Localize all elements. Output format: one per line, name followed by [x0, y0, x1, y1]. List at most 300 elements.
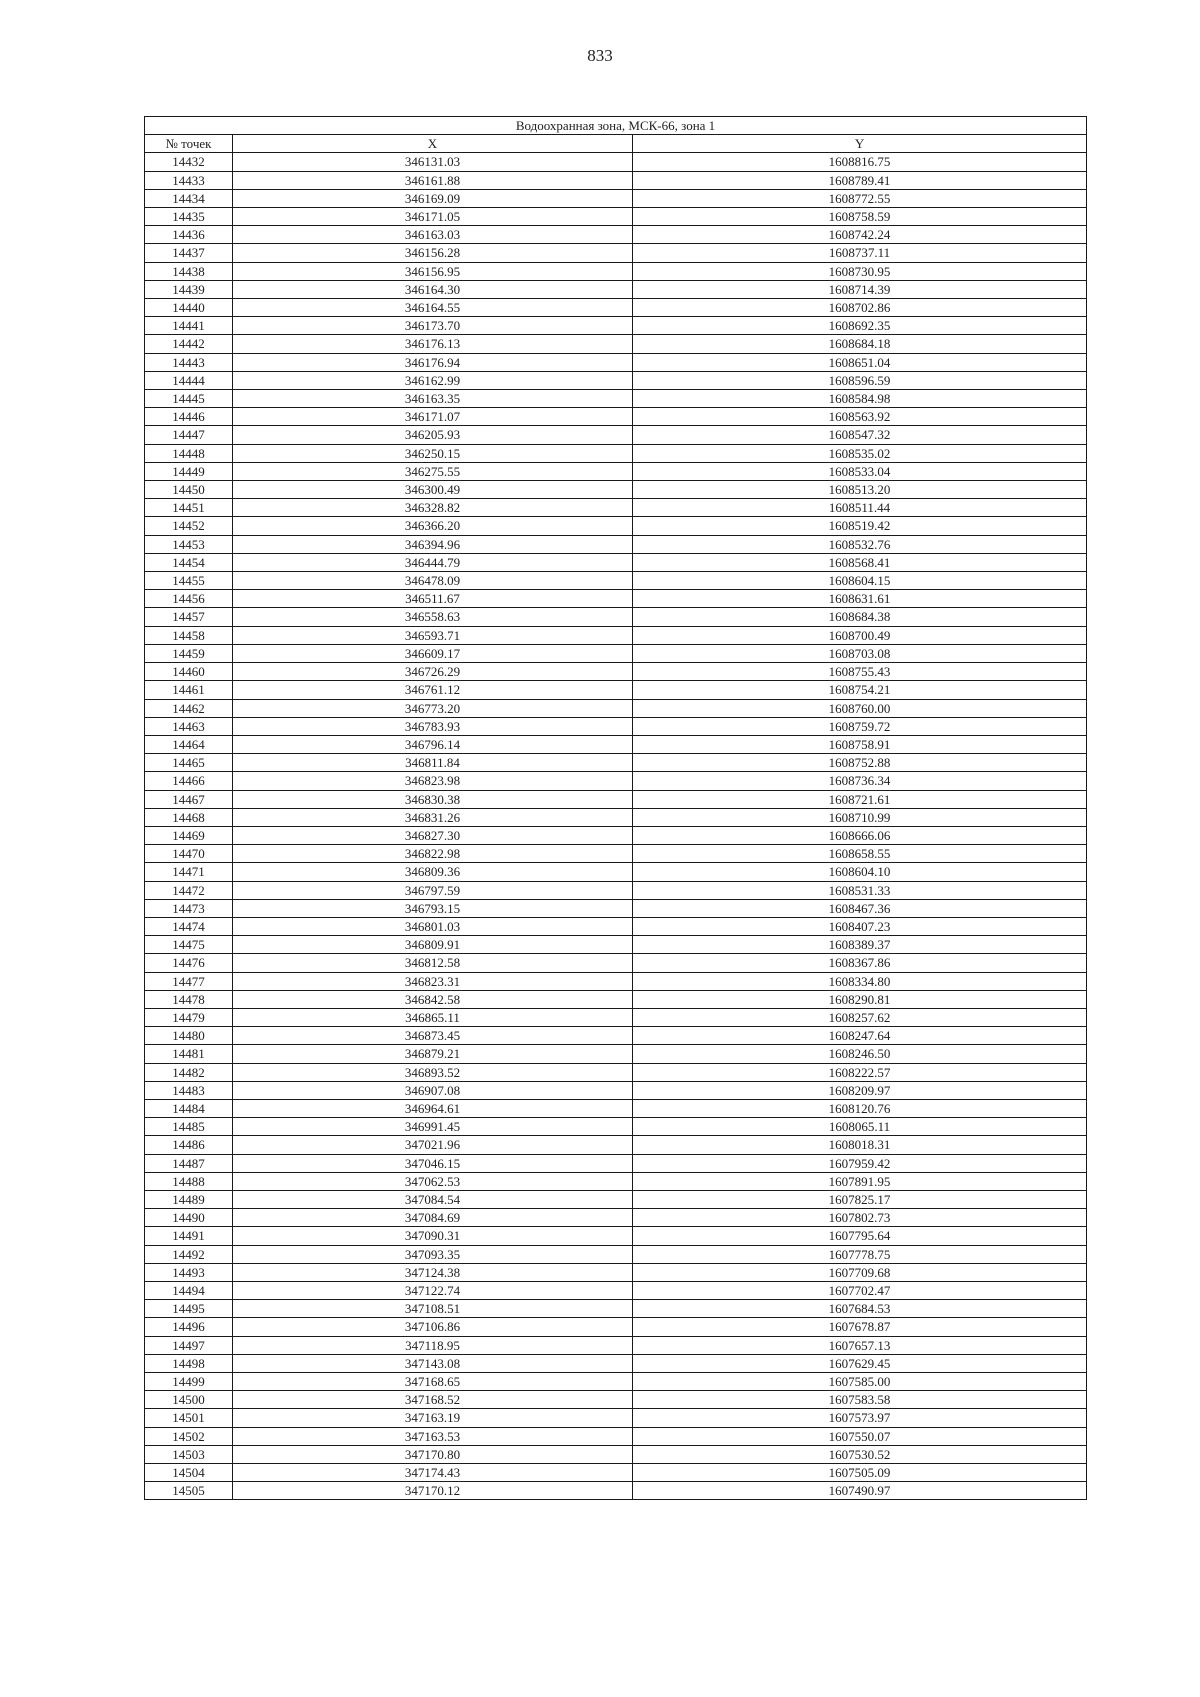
x-coordinate-cell: 346162.99	[233, 371, 633, 389]
point-number-cell: 14462	[145, 699, 233, 717]
y-coordinate-cell: 1608511.44	[633, 499, 1087, 517]
point-number-cell: 14476	[145, 954, 233, 972]
point-number-cell: 14466	[145, 772, 233, 790]
table-row	[145, 1081, 1087, 1099]
point-number-cell: 14471	[145, 863, 233, 881]
x-coordinate-cell: 346163.35	[233, 390, 633, 408]
table-row	[145, 590, 1087, 608]
column-header-x: X	[233, 135, 633, 153]
table-row	[145, 244, 1087, 262]
x-coordinate-cell: 346444.79	[233, 553, 633, 571]
x-coordinate-cell: 346205.93	[233, 426, 633, 444]
y-coordinate-cell: 1608631.61	[633, 590, 1087, 608]
y-coordinate-cell: 1607678.87	[633, 1318, 1087, 1336]
table-row	[145, 863, 1087, 881]
x-coordinate-cell: 346558.63	[233, 608, 633, 626]
x-coordinate-cell: 346161.88	[233, 171, 633, 189]
y-coordinate-cell: 1608710.99	[633, 808, 1087, 826]
y-coordinate-cell: 1608700.49	[633, 626, 1087, 644]
x-coordinate-cell: 346797.59	[233, 881, 633, 899]
x-coordinate-cell: 347090.31	[233, 1227, 633, 1245]
point-number-cell: 14434	[145, 189, 233, 207]
point-number-cell: 14444	[145, 371, 233, 389]
point-number-cell: 14481	[145, 1045, 233, 1063]
table-row	[145, 954, 1087, 972]
table-row	[145, 1263, 1087, 1281]
x-coordinate-cell: 346809.36	[233, 863, 633, 881]
table-title: Водоохранная зона, МСК-66, зона 1	[145, 117, 1087, 135]
point-number-cell: 14498	[145, 1354, 233, 1372]
x-coordinate-cell: 346842.58	[233, 990, 633, 1008]
y-coordinate-cell: 1608759.72	[633, 717, 1087, 735]
table-row	[145, 390, 1087, 408]
point-number-cell: 14451	[145, 499, 233, 517]
y-coordinate-cell: 1608246.50	[633, 1045, 1087, 1063]
table-body	[145, 153, 1087, 1500]
x-coordinate-cell: 346823.98	[233, 772, 633, 790]
table-row	[145, 899, 1087, 917]
y-coordinate-cell: 1608532.76	[633, 535, 1087, 553]
table-row	[145, 1245, 1087, 1263]
x-coordinate-cell: 347118.95	[233, 1336, 633, 1354]
y-coordinate-cell: 1608209.97	[633, 1081, 1087, 1099]
point-number-cell: 14446	[145, 408, 233, 426]
y-coordinate-cell: 1607629.45	[633, 1354, 1087, 1372]
point-number-cell: 14492	[145, 1245, 233, 1263]
y-coordinate-cell: 1607583.58	[633, 1391, 1087, 1409]
table-row	[145, 717, 1087, 735]
point-number-cell: 14490	[145, 1209, 233, 1227]
table-row	[145, 1409, 1087, 1427]
y-coordinate-cell: 1608703.08	[633, 644, 1087, 662]
x-coordinate-cell: 346830.38	[233, 790, 633, 808]
point-number-cell: 14468	[145, 808, 233, 826]
point-number-cell: 14501	[145, 1409, 233, 1427]
table-row	[145, 408, 1087, 426]
x-coordinate-cell: 346793.15	[233, 899, 633, 917]
y-coordinate-cell: 1608513.20	[633, 481, 1087, 499]
point-number-cell: 14504	[145, 1464, 233, 1482]
table-row	[145, 1464, 1087, 1482]
column-header-point-number: № точек	[145, 135, 233, 153]
table-row	[145, 845, 1087, 863]
table-row	[145, 1482, 1087, 1500]
y-coordinate-cell: 1608692.35	[633, 317, 1087, 335]
table-row	[145, 1373, 1087, 1391]
x-coordinate-cell: 347170.12	[233, 1482, 633, 1500]
table-row	[145, 171, 1087, 189]
table-row	[145, 517, 1087, 535]
table-row	[145, 335, 1087, 353]
table-row	[145, 1099, 1087, 1117]
x-coordinate-cell: 346171.05	[233, 208, 633, 226]
x-coordinate-cell: 346865.11	[233, 1008, 633, 1026]
point-number-cell: 14502	[145, 1427, 233, 1445]
x-coordinate-cell: 346156.28	[233, 244, 633, 262]
point-number-cell: 14489	[145, 1190, 233, 1208]
x-coordinate-cell: 346811.84	[233, 754, 633, 772]
x-coordinate-cell: 347168.65	[233, 1373, 633, 1391]
table-row	[145, 444, 1087, 462]
y-coordinate-cell: 1608666.06	[633, 826, 1087, 844]
table-row	[145, 1136, 1087, 1154]
y-coordinate-cell: 1607778.75	[633, 1245, 1087, 1263]
x-coordinate-cell: 346366.20	[233, 517, 633, 535]
table-row	[145, 1209, 1087, 1227]
x-coordinate-cell: 346300.49	[233, 481, 633, 499]
table-row	[145, 681, 1087, 699]
x-coordinate-cell: 347062.53	[233, 1172, 633, 1190]
point-number-cell: 14435	[145, 208, 233, 226]
point-number-cell: 14475	[145, 936, 233, 954]
x-coordinate-cell: 346478.09	[233, 572, 633, 590]
point-number-cell: 14460	[145, 663, 233, 681]
y-coordinate-cell: 1608758.59	[633, 208, 1087, 226]
table-row	[145, 153, 1087, 171]
y-coordinate-cell: 1608754.21	[633, 681, 1087, 699]
table-title-row	[145, 117, 1087, 135]
table-row	[145, 481, 1087, 499]
x-coordinate-cell: 347163.19	[233, 1409, 633, 1427]
y-coordinate-cell: 1608651.04	[633, 353, 1087, 371]
y-coordinate-cell: 1607795.64	[633, 1227, 1087, 1245]
x-coordinate-cell: 347174.43	[233, 1464, 633, 1482]
table-row	[145, 499, 1087, 517]
x-coordinate-cell: 346796.14	[233, 735, 633, 753]
point-number-cell: 14474	[145, 917, 233, 935]
y-coordinate-cell: 1608290.81	[633, 990, 1087, 1008]
table-row	[145, 735, 1087, 753]
point-number-cell: 14447	[145, 426, 233, 444]
point-number-cell: 14456	[145, 590, 233, 608]
x-coordinate-cell: 346275.55	[233, 462, 633, 480]
x-coordinate-cell: 346171.07	[233, 408, 633, 426]
table-row	[145, 608, 1087, 626]
table-row	[145, 426, 1087, 444]
x-coordinate-cell: 347124.38	[233, 1263, 633, 1281]
x-coordinate-cell: 347122.74	[233, 1282, 633, 1300]
x-coordinate-cell: 346879.21	[233, 1045, 633, 1063]
y-coordinate-cell: 1607505.09	[633, 1464, 1087, 1482]
y-coordinate-cell: 1608736.34	[633, 772, 1087, 790]
x-coordinate-cell: 346773.20	[233, 699, 633, 717]
x-coordinate-cell: 346163.03	[233, 226, 633, 244]
y-coordinate-cell: 1608816.75	[633, 153, 1087, 171]
y-coordinate-cell: 1607959.42	[633, 1154, 1087, 1172]
y-coordinate-cell: 1607802.73	[633, 1209, 1087, 1227]
x-coordinate-cell: 346831.26	[233, 808, 633, 826]
x-coordinate-cell: 346511.67	[233, 590, 633, 608]
y-coordinate-cell: 1608758.91	[633, 735, 1087, 753]
y-coordinate-cell: 1608772.55	[633, 189, 1087, 207]
table-header-row	[145, 135, 1087, 153]
point-number-cell: 14445	[145, 390, 233, 408]
y-coordinate-cell: 1607702.47	[633, 1282, 1087, 1300]
y-coordinate-cell: 1608120.76	[633, 1099, 1087, 1117]
coordinates-table	[144, 116, 1087, 1500]
y-coordinate-cell: 1607657.13	[633, 1336, 1087, 1354]
point-number-cell: 14464	[145, 735, 233, 753]
table-row	[145, 1172, 1087, 1190]
point-number-cell: 14457	[145, 608, 233, 626]
y-coordinate-cell: 1608702.86	[633, 299, 1087, 317]
point-number-cell: 14486	[145, 1136, 233, 1154]
x-coordinate-cell: 346809.91	[233, 936, 633, 954]
x-coordinate-cell: 346394.96	[233, 535, 633, 553]
table-row	[145, 317, 1087, 335]
point-number-cell: 14441	[145, 317, 233, 335]
y-coordinate-cell: 1608604.10	[633, 863, 1087, 881]
point-number-cell: 14479	[145, 1008, 233, 1026]
table-row	[145, 1190, 1087, 1208]
table-row	[145, 699, 1087, 717]
point-number-cell: 14497	[145, 1336, 233, 1354]
table-row	[145, 262, 1087, 280]
table-row	[145, 754, 1087, 772]
point-number-cell: 14491	[145, 1227, 233, 1245]
y-coordinate-cell: 1608737.11	[633, 244, 1087, 262]
y-coordinate-cell: 1608604.15	[633, 572, 1087, 590]
y-coordinate-cell: 1608065.11	[633, 1118, 1087, 1136]
y-coordinate-cell: 1608467.36	[633, 899, 1087, 917]
y-coordinate-cell: 1608584.98	[633, 390, 1087, 408]
point-number-cell: 14440	[145, 299, 233, 317]
point-number-cell: 14459	[145, 644, 233, 662]
table-row	[145, 772, 1087, 790]
y-coordinate-cell: 1608684.18	[633, 335, 1087, 353]
point-number-cell: 14503	[145, 1445, 233, 1463]
point-number-cell: 14454	[145, 553, 233, 571]
table-row	[145, 1063, 1087, 1081]
point-number-cell: 14499	[145, 1373, 233, 1391]
table-row	[145, 208, 1087, 226]
table-row	[145, 462, 1087, 480]
table-row	[145, 572, 1087, 590]
x-coordinate-cell: 346593.71	[233, 626, 633, 644]
x-coordinate-cell: 347168.52	[233, 1391, 633, 1409]
point-number-cell: 14500	[145, 1391, 233, 1409]
y-coordinate-cell: 1608519.42	[633, 517, 1087, 535]
x-coordinate-cell: 346893.52	[233, 1063, 633, 1081]
table-row	[145, 881, 1087, 899]
x-coordinate-cell: 346812.58	[233, 954, 633, 972]
point-number-cell: 14487	[145, 1154, 233, 1172]
x-coordinate-cell: 346164.55	[233, 299, 633, 317]
y-coordinate-cell: 1608755.43	[633, 663, 1087, 681]
table-row	[145, 936, 1087, 954]
table-row	[145, 790, 1087, 808]
table-row	[145, 1300, 1087, 1318]
x-coordinate-cell: 347021.96	[233, 1136, 633, 1154]
x-coordinate-cell: 346164.30	[233, 280, 633, 298]
point-number-cell: 14483	[145, 1081, 233, 1099]
point-number-cell: 14463	[145, 717, 233, 735]
x-coordinate-cell: 347046.15	[233, 1154, 633, 1172]
y-coordinate-cell: 1608533.04	[633, 462, 1087, 480]
table-row	[145, 1282, 1087, 1300]
table-row	[145, 1118, 1087, 1136]
table-row	[145, 1391, 1087, 1409]
table-row	[145, 1427, 1087, 1445]
y-coordinate-cell: 1608563.92	[633, 408, 1087, 426]
point-number-cell: 14443	[145, 353, 233, 371]
point-number-cell: 14461	[145, 681, 233, 699]
point-number-cell: 14493	[145, 1263, 233, 1281]
y-coordinate-cell: 1608752.88	[633, 754, 1087, 772]
table-row	[145, 535, 1087, 553]
y-coordinate-cell: 1607585.00	[633, 1373, 1087, 1391]
y-coordinate-cell: 1608789.41	[633, 171, 1087, 189]
x-coordinate-cell: 346156.95	[233, 262, 633, 280]
x-coordinate-cell: 346609.17	[233, 644, 633, 662]
y-coordinate-cell: 1607891.95	[633, 1172, 1087, 1190]
x-coordinate-cell: 346991.45	[233, 1118, 633, 1136]
y-coordinate-cell: 1608367.86	[633, 954, 1087, 972]
table-row	[145, 917, 1087, 935]
table-row	[145, 371, 1087, 389]
y-coordinate-cell: 1607684.53	[633, 1300, 1087, 1318]
x-coordinate-cell: 346964.61	[233, 1099, 633, 1117]
point-number-cell: 14505	[145, 1482, 233, 1500]
x-coordinate-cell: 346761.12	[233, 681, 633, 699]
point-number-cell: 14436	[145, 226, 233, 244]
y-coordinate-cell: 1608547.32	[633, 426, 1087, 444]
point-number-cell: 14455	[145, 572, 233, 590]
table-row	[145, 826, 1087, 844]
table-row	[145, 990, 1087, 1008]
x-coordinate-cell: 346873.45	[233, 1027, 633, 1045]
point-number-cell: 14480	[145, 1027, 233, 1045]
y-coordinate-cell: 1608658.55	[633, 845, 1087, 863]
point-number-cell: 14450	[145, 481, 233, 499]
y-coordinate-cell: 1607573.97	[633, 1409, 1087, 1427]
point-number-cell: 14449	[145, 462, 233, 480]
point-number-cell: 14465	[145, 754, 233, 772]
table-row	[145, 808, 1087, 826]
x-coordinate-cell: 347163.53	[233, 1427, 633, 1445]
x-coordinate-cell: 347084.54	[233, 1190, 633, 1208]
point-number-cell: 14448	[145, 444, 233, 462]
x-coordinate-cell: 346328.82	[233, 499, 633, 517]
column-header-y: Y	[633, 135, 1087, 153]
x-coordinate-cell: 346173.70	[233, 317, 633, 335]
point-number-cell: 14439	[145, 280, 233, 298]
x-coordinate-cell: 346801.03	[233, 917, 633, 935]
x-coordinate-cell: 347170.80	[233, 1445, 633, 1463]
x-coordinate-cell: 346823.31	[233, 972, 633, 990]
y-coordinate-cell: 1607825.17	[633, 1190, 1087, 1208]
point-number-cell: 14469	[145, 826, 233, 844]
point-number-cell: 14453	[145, 535, 233, 553]
x-coordinate-cell: 346783.93	[233, 717, 633, 735]
x-coordinate-cell: 346726.29	[233, 663, 633, 681]
point-number-cell: 14478	[145, 990, 233, 1008]
point-number-cell: 14442	[145, 335, 233, 353]
table-row	[145, 280, 1087, 298]
x-coordinate-cell: 347108.51	[233, 1300, 633, 1318]
table-row	[145, 644, 1087, 662]
y-coordinate-cell: 1608407.23	[633, 917, 1087, 935]
point-number-cell: 14494	[145, 1282, 233, 1300]
y-coordinate-cell: 1607550.07	[633, 1427, 1087, 1445]
y-coordinate-cell: 1608257.62	[633, 1008, 1087, 1026]
point-number-cell: 14495	[145, 1300, 233, 1318]
y-coordinate-cell: 1608760.00	[633, 699, 1087, 717]
y-coordinate-cell: 1608531.33	[633, 881, 1087, 899]
point-number-cell: 14488	[145, 1172, 233, 1190]
table-row	[145, 189, 1087, 207]
point-number-cell: 14485	[145, 1118, 233, 1136]
point-number-cell: 14467	[145, 790, 233, 808]
y-coordinate-cell: 1607490.97	[633, 1482, 1087, 1500]
x-coordinate-cell: 346176.13	[233, 335, 633, 353]
point-number-cell: 14473	[145, 899, 233, 917]
table-row	[145, 353, 1087, 371]
y-coordinate-cell: 1608222.57	[633, 1063, 1087, 1081]
point-number-cell: 14477	[145, 972, 233, 990]
table-row	[145, 1336, 1087, 1354]
point-number-cell: 14438	[145, 262, 233, 280]
y-coordinate-cell: 1608018.31	[633, 1136, 1087, 1154]
table-row	[145, 972, 1087, 990]
table-row	[145, 1027, 1087, 1045]
y-coordinate-cell: 1608714.39	[633, 280, 1087, 298]
point-number-cell: 14484	[145, 1099, 233, 1117]
y-coordinate-cell: 1608389.37	[633, 936, 1087, 954]
point-number-cell: 14496	[145, 1318, 233, 1336]
table-row	[145, 226, 1087, 244]
table-row	[145, 1045, 1087, 1063]
point-number-cell: 14437	[145, 244, 233, 262]
table-row	[145, 663, 1087, 681]
x-coordinate-cell: 346176.94	[233, 353, 633, 371]
page-number: 833	[587, 46, 613, 65]
y-coordinate-cell: 1608568.41	[633, 553, 1087, 571]
table-row	[145, 626, 1087, 644]
x-coordinate-cell: 347084.69	[233, 1209, 633, 1227]
x-coordinate-cell: 347143.08	[233, 1354, 633, 1372]
x-coordinate-cell: 347106.86	[233, 1318, 633, 1336]
y-coordinate-cell: 1607530.52	[633, 1445, 1087, 1463]
x-coordinate-cell: 346822.98	[233, 845, 633, 863]
point-number-cell: 14458	[145, 626, 233, 644]
table-row	[145, 1445, 1087, 1463]
point-number-cell: 14432	[145, 153, 233, 171]
x-coordinate-cell: 346827.30	[233, 826, 633, 844]
table-row	[145, 1354, 1087, 1372]
y-coordinate-cell: 1608596.59	[633, 371, 1087, 389]
point-number-cell: 14452	[145, 517, 233, 535]
table-row	[145, 299, 1087, 317]
y-coordinate-cell: 1608334.80	[633, 972, 1087, 990]
y-coordinate-cell: 1607709.68	[633, 1263, 1087, 1281]
x-coordinate-cell: 346169.09	[233, 189, 633, 207]
point-number-cell: 14470	[145, 845, 233, 863]
table-row	[145, 1154, 1087, 1172]
table-row	[145, 553, 1087, 571]
table-row	[145, 1318, 1087, 1336]
point-number-cell: 14482	[145, 1063, 233, 1081]
x-coordinate-cell: 346131.03	[233, 153, 633, 171]
y-coordinate-cell: 1608730.95	[633, 262, 1087, 280]
point-number-cell: 14433	[145, 171, 233, 189]
table-row	[145, 1008, 1087, 1026]
y-coordinate-cell: 1608721.61	[633, 790, 1087, 808]
y-coordinate-cell: 1608247.64	[633, 1027, 1087, 1045]
x-coordinate-cell: 346250.15	[233, 444, 633, 462]
point-number-cell: 14472	[145, 881, 233, 899]
table-row	[145, 1227, 1087, 1245]
